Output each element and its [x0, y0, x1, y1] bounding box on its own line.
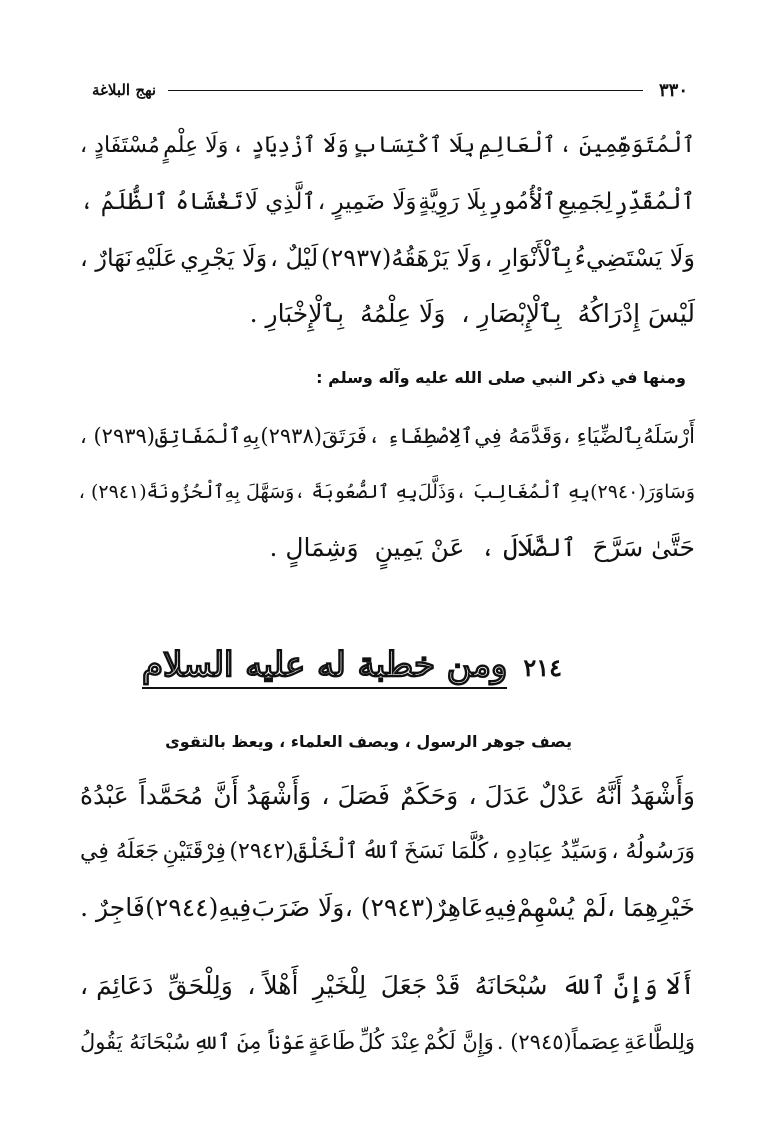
section-heading-prophet: ومنها في ذكر النبي صلى الله عليه وآله وسلم :: [316, 368, 686, 387]
text-segment: ٱلِاصْطِفَاءِ ،: [368, 424, 474, 448]
text-segment: ٱلْخَلْقَ(٢٩٤٢): [229, 839, 359, 864]
text-segment: ٱلْمُقَدِّرِ: [614, 189, 695, 215]
text-line: [80, 464, 695, 520]
text-segment: ٱلَّذِي لَا: [244, 189, 316, 215]
text-segment: فَصَلَ ،: [321, 781, 391, 810]
text-segment: فِيهِ: [483, 893, 517, 922]
text-segment: وَلِلْحَقِّ: [167, 971, 233, 1000]
text-segment: عَاهِرٌ(٢٩٤٣) ،: [344, 893, 484, 922]
sermon-title: ومن خطبة له عليه السلام: [142, 645, 507, 689]
text-line: [80, 768, 695, 824]
text-segment: وَأَشْهَدُ أَنَّ: [213, 781, 312, 810]
text-line: [80, 1014, 695, 1070]
text-segment: وَلَا يَرْهَقُهُ(٢٩٣٧): [321, 244, 482, 272]
text-segment: أَهْلاً ،: [247, 971, 299, 1000]
text-segment: وَلَا ضَرَبَ: [251, 893, 345, 922]
text-segment: بِهِ ٱلصُّعُوبَةَ ،: [294, 481, 418, 503]
text-segment: جَعَلَهُ فِي: [80, 839, 160, 864]
text-segment: لِجَمِيعِ: [557, 189, 613, 215]
text-segment: بِلَا رَوِيَّةٍ: [418, 189, 487, 215]
text-segment: لِلْخَيْرِ: [312, 971, 367, 1000]
text-segment: وَلَا عِلْمُهُ: [360, 299, 446, 328]
text-segment: وَشِمَالٍ .: [269, 533, 359, 562]
sermon-heading: [141, 640, 562, 694]
text-segment: مُسْتَفَادٍ ،: [80, 133, 160, 158]
text-segment: عَلَيْهِ: [134, 244, 178, 272]
text-segment: لَمْ يُسْهِمْ: [517, 893, 607, 922]
text-line: [80, 520, 695, 576]
text-segment: بِٱلضِّيَاءِ ،: [563, 424, 643, 448]
text-segment: دَعَائِمَ ،: [80, 971, 154, 1000]
text-segment: عَنْ يَمِينٍ: [374, 533, 465, 562]
text-segment: تَغْشَاهُ ٱلظُّلَمُ ،: [80, 189, 243, 215]
text-segment: وَلَا ٱزْدِيَادٍ ،: [231, 133, 349, 158]
text-segment: ٱلْأُمُورِ: [488, 189, 557, 215]
text-segment: ٱلضَّلَالَ ،: [480, 533, 577, 562]
text-segment: ٱلْمَفَاتِقَ(٢٩٣٩) ،: [80, 424, 242, 448]
text-line: [80, 824, 695, 880]
text-segment: فِرْقَتَيْنِ: [162, 839, 226, 864]
text-segment: عَبْدُهُ: [80, 781, 129, 810]
sermon-subheading: يصف جوهر الرسول ، ويصف العلماء ، ويعظ بالتقوى: [165, 732, 572, 751]
text-segment: وَحَكَمٌ: [400, 781, 459, 810]
text-segment: لَيْسَ إِدْرَاكُهُ: [577, 299, 695, 328]
text-segment: بِٱلْإِبْصَارِ ،: [461, 299, 562, 328]
text-line: [80, 118, 695, 174]
text-segment: عِنْدَ كُلِّ: [358, 1030, 421, 1054]
text-segment: مُحَمَّداً: [138, 781, 204, 810]
text-segment: وَإِنَّ لَكُمْ: [423, 1030, 494, 1054]
text-segment: أَلَا وَإِنَّ ٱللهَ: [561, 971, 695, 1000]
text-segment: وَذَلَّلَ: [417, 481, 456, 503]
text-segment: وَلَا يَجْرِي: [180, 244, 268, 272]
paragraph-testimony: [80, 768, 695, 936]
text-segment: ٱلْحُزُونَةَ(٢٩٤١) ،: [78, 481, 225, 503]
text-segment: بِهِ: [242, 424, 260, 448]
text-segment: وَرَسُولُهُ ،: [611, 839, 695, 864]
text-segment: وَسَهَّلَ بِهِ: [224, 481, 295, 503]
text-segment: فِيهِ(٢٩٤٤): [145, 893, 252, 922]
text-segment: وَسَاوَرَ(٢٩٤٠): [590, 481, 695, 503]
text-segment: بِهِ ٱلْمُغَالِبَ ،: [455, 481, 591, 503]
text-segment: ٱلْمُتَوَهِّمِينَ ،: [559, 133, 695, 158]
text-segment: وَسَيِّدُ عِبَادِهِ ،: [491, 839, 608, 864]
text-segment: حَتَّىٰ سَرَّحَ: [592, 533, 695, 562]
book-title: نهج البلاغة: [92, 81, 157, 99]
paragraph-prophet: [80, 408, 695, 576]
text-segment: بِٱلْأَنْوَارِ ،: [484, 244, 572, 272]
text-segment: وَلَا يَسْتَضِيءُ: [574, 244, 695, 272]
text-segment: عِصَماً(٢٩٤٥) .: [496, 1030, 622, 1054]
text-segment: خَيْرِهِمَا ،: [606, 893, 695, 922]
text-line: [80, 880, 695, 936]
text-segment: وَقَدَّمَهُ فِي: [474, 424, 563, 448]
text-segment: كُلَّمَا نَسَخَ: [404, 839, 489, 864]
header-rule: [168, 90, 643, 91]
page-header: [92, 78, 688, 102]
text-segment: فَاجِرٌ .: [80, 893, 145, 922]
text-segment: وَلَا ضَمِيرٍ ،: [317, 189, 417, 215]
text-segment: قَدْ جَعَلَ: [380, 971, 461, 1000]
text-segment: وَأَشْهَدُ أَنَّهُ: [595, 781, 695, 810]
text-segment: طَاعَةٍ: [308, 1030, 356, 1054]
text-segment: لَيْلٌ ،: [270, 244, 319, 272]
text-segment: وَلِلطَّاعَةِ: [624, 1030, 695, 1054]
text-line: [80, 286, 695, 342]
text-segment: سُبْحَانَهُ: [474, 971, 548, 1000]
page-number: ٣٣٠: [658, 79, 688, 101]
text-segment: نَهَارٌ ،: [80, 244, 133, 272]
paragraph-divine-attributes: [80, 118, 695, 342]
text-segment: عَوْناً مِنَ ٱللهِ: [193, 1030, 306, 1054]
text-segment: ٱلْعَالِمِ: [478, 133, 556, 158]
text-segment: ٱللهُ: [361, 839, 401, 864]
text-segment: سُبْحَانَهُ يَقُولُ: [80, 1030, 191, 1054]
text-line: [80, 230, 695, 286]
text-line: [80, 408, 695, 464]
text-segment: وَلَا عِلْمٍ: [163, 133, 229, 158]
text-line: [80, 958, 695, 1014]
paragraph-obedience: [80, 958, 695, 1070]
text-segment: فَرَتَقَ(٢٩٣٨): [260, 424, 367, 448]
text-segment: بِلَا ٱكْتِسَابٍ: [352, 133, 476, 158]
text-segment: أَرْسَلَهُ: [643, 424, 695, 448]
text-segment: بِٱلْإِخْبَارِ .: [249, 299, 345, 328]
text-segment: عَدْلٌ عَدَلَ ،: [468, 781, 585, 810]
sermon-number: ٢١٤: [523, 652, 562, 682]
text-line: [80, 174, 695, 230]
